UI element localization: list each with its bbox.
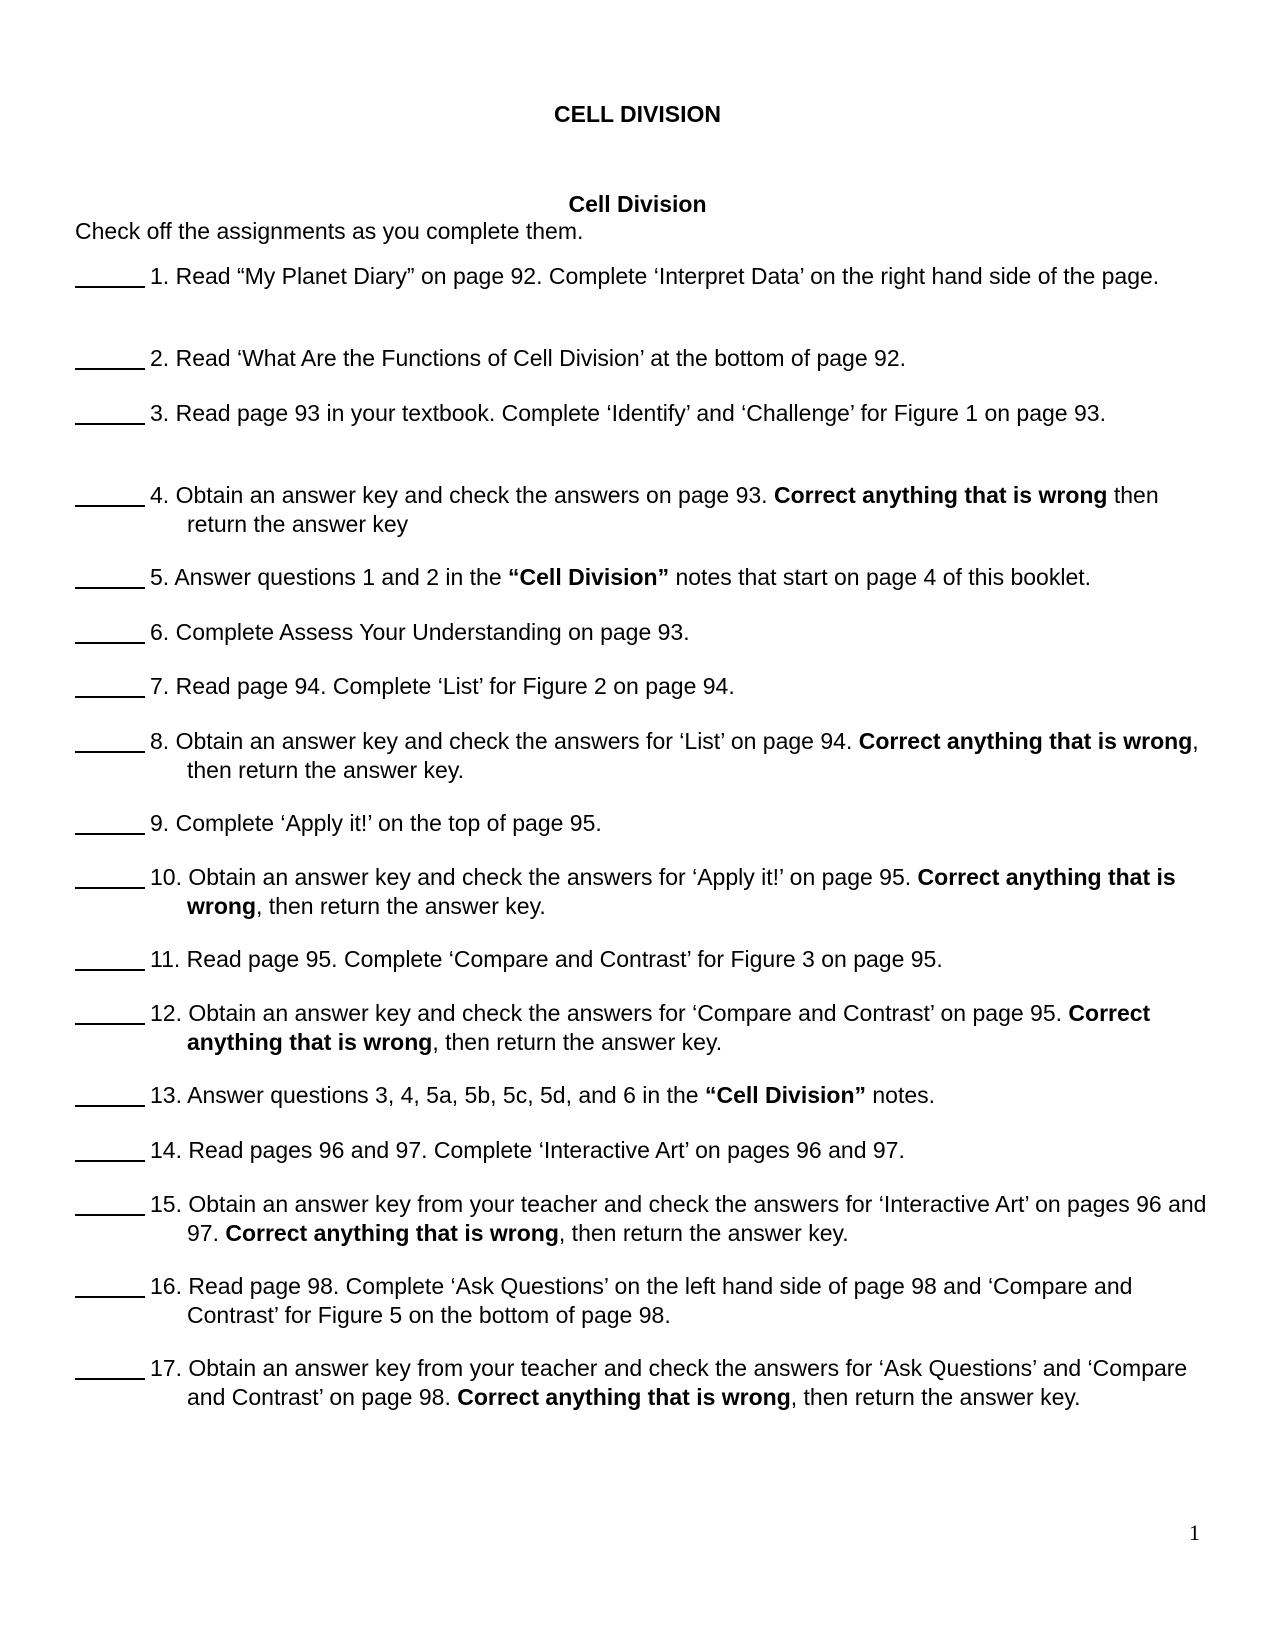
checklist-item bbox=[75, 727, 1210, 784]
checkoff-blank[interactable] bbox=[75, 807, 145, 835]
checklist-item-number: 10. bbox=[150, 864, 182, 890]
checkoff-blank[interactable] bbox=[75, 342, 145, 370]
checkoff-blank[interactable] bbox=[75, 561, 145, 589]
checklist-item-text bbox=[75, 999, 1210, 1056]
checkoff-blank[interactable] bbox=[75, 861, 145, 889]
checkoff-blank[interactable] bbox=[75, 1270, 145, 1298]
checkoff-blank[interactable] bbox=[75, 479, 145, 507]
body-text: notes. bbox=[866, 1082, 936, 1108]
checkoff-blank[interactable] bbox=[75, 1352, 145, 1380]
checklist-item bbox=[75, 1354, 1210, 1411]
page-number: 1 bbox=[1189, 1520, 1200, 1545]
body-text: Read page 93 in your textbook. Complete ‘Identify’ and ‘Challenge’ for Figure 1 on page 93. bbox=[175, 400, 1106, 426]
checkoff-blank[interactable] bbox=[75, 725, 145, 753]
checkoff-blank[interactable] bbox=[75, 260, 145, 288]
checklist-item-number: 1. bbox=[150, 263, 170, 289]
emphasis-text: Correct anything that is wrong bbox=[773, 482, 1108, 508]
checklist-item-number: 12. bbox=[150, 1000, 182, 1026]
checkoff-blank[interactable] bbox=[75, 670, 145, 698]
emphasis-text: Correct anything that is wrong bbox=[187, 1000, 1151, 1055]
checkoff-blank[interactable] bbox=[75, 1134, 145, 1162]
checkoff-blank[interactable] bbox=[75, 1188, 145, 1216]
checklist-item-number: 17. bbox=[150, 1355, 182, 1381]
checklist-item bbox=[75, 1081, 1210, 1110]
checklist-item bbox=[75, 1190, 1210, 1247]
checklist-item bbox=[75, 863, 1210, 920]
body-text: Obtain an answer key from your teacher and check the answers for ‘Ask Questions’ and ‘Compare and Contrast’ on page 98. bbox=[187, 1355, 1188, 1410]
checkoff-blank[interactable] bbox=[75, 943, 145, 971]
checkoff-blank[interactable] bbox=[75, 1079, 145, 1107]
checkoff-blank[interactable] bbox=[75, 397, 145, 425]
checklist-item-number: 15. bbox=[150, 1191, 182, 1217]
checklist-item-text bbox=[75, 863, 1210, 920]
checklist-item-text bbox=[75, 945, 1210, 974]
body-text: Read page 94. Complete ‘List’ for Figure 2 on page 94. bbox=[175, 673, 735, 699]
body-text: Read page 95. Complete ‘Compare and Contrast’ for Figure 3 on page 95. bbox=[186, 946, 943, 972]
checklist-item bbox=[75, 1136, 1210, 1165]
checklist-item-text bbox=[75, 481, 1210, 538]
page-title: CELL DIVISION bbox=[554, 101, 721, 127]
checklist-item bbox=[75, 945, 1210, 974]
emphasis-text: Correct anything that is wrong bbox=[187, 864, 1176, 919]
checklist-item bbox=[75, 563, 1210, 592]
checklist-item-number: 3. bbox=[150, 400, 170, 426]
checkoff-blank[interactable] bbox=[75, 997, 145, 1025]
checklist-item bbox=[75, 999, 1210, 1056]
body-text: Answer questions 3, 4, 5a, 5b, 5c, 5d, and 6 in the bbox=[187, 1082, 705, 1108]
checklist-item bbox=[75, 672, 1210, 701]
checklist-item bbox=[75, 481, 1210, 538]
checklist-item-number: 16. bbox=[150, 1273, 182, 1299]
body-text: Read pages 96 and 97. Complete ‘Interactive Art’ on pages 96 and 97. bbox=[188, 1137, 905, 1163]
checklist-item-text bbox=[75, 1354, 1210, 1411]
body-text: , then return the answer key. bbox=[558, 1219, 849, 1246]
checklist-item-text bbox=[75, 1190, 1210, 1247]
checklist-item-number: 4. bbox=[150, 482, 170, 508]
checklist-item-text bbox=[75, 399, 1210, 428]
body-text: , then return the answer key. bbox=[432, 1028, 723, 1055]
emphasis-text: Correct anything that is wrong bbox=[457, 1383, 791, 1410]
body-text: Read page 98. Complete ‘Ask Questions’ on the left hand side of page 98 and ‘Compare and Contrast’ for Figure 5 on the bottom of page 98. bbox=[187, 1273, 1133, 1328]
body-text: Obtain an answer key and check the answers for ‘List’ on page 94. bbox=[175, 728, 859, 754]
checklist-item-number: 5. bbox=[150, 564, 170, 590]
checklist-item bbox=[75, 399, 1210, 428]
checkoff-blank[interactable] bbox=[75, 616, 145, 644]
checklist-item-text bbox=[75, 672, 1210, 701]
body-text: Read “My Planet Diary” on page 92. Complete ‘Interpret Data’ on the right hand side of the page. bbox=[175, 263, 1160, 289]
body-text: Obtain an answer key and check the answers for ‘Compare and Contrast’ on page 95. bbox=[188, 1000, 1069, 1026]
body-text: Obtain an answer key and check the answers for ‘Apply it!’ on page 95. bbox=[188, 864, 918, 890]
body-text: Obtain an answer key from your teacher and check the answers for ‘Interactive Art’ on pages 96 and 97. bbox=[187, 1191, 1207, 1246]
checklist-item-text bbox=[75, 344, 1210, 373]
body-text: notes that start on page 4 of this booklet. bbox=[669, 564, 1092, 590]
checklist-item-number: 11. bbox=[150, 946, 181, 972]
checklist-item-text bbox=[75, 563, 1210, 592]
checklist-item bbox=[75, 618, 1210, 647]
checklist-item-number: 6. bbox=[150, 619, 170, 645]
emphasis-text: Correct anything that is wrong bbox=[858, 728, 1193, 754]
checklist-item-text bbox=[75, 1136, 1210, 1165]
body-text: Obtain an answer key and check the answers on page 93. bbox=[175, 482, 774, 508]
body-text: , then return the answer key. bbox=[790, 1383, 1081, 1410]
checklist-item-text bbox=[75, 1272, 1210, 1329]
checklist-item bbox=[75, 262, 1210, 291]
body-text: Complete Assess Your Understanding on page 93. bbox=[175, 619, 690, 645]
checklist-item-number: 13. bbox=[150, 1082, 182, 1108]
checklist-item-text bbox=[75, 727, 1210, 784]
body-text: , then return the answer key. bbox=[187, 728, 1199, 783]
checklist-item-number: 7. bbox=[150, 673, 170, 699]
checklist-item bbox=[75, 1272, 1210, 1329]
body-text: then return the answer key bbox=[187, 482, 1159, 537]
checklist-item-text bbox=[75, 262, 1210, 291]
instructions-text: Check off the assignments as you complete them. bbox=[75, 218, 584, 244]
checklist-item-number: 2. bbox=[150, 345, 170, 371]
checklist-item-number: 14. bbox=[150, 1137, 182, 1163]
checklist-item bbox=[75, 344, 1210, 373]
emphasis-text: Correct anything that is wrong bbox=[225, 1219, 559, 1246]
body-text: Complete ‘Apply it!’ on the top of page 95. bbox=[175, 810, 602, 836]
section-subtitle: Cell Division bbox=[568, 191, 707, 217]
checklist-item-text bbox=[75, 618, 1210, 647]
checklist-item-number: 9. bbox=[150, 810, 170, 836]
checklist-item-text bbox=[75, 1081, 1210, 1110]
emphasis-text: “Cell Division” bbox=[704, 1082, 866, 1108]
body-text: Read ‘What Are the Functions of Cell Division’ at the bottom of page 92. bbox=[175, 345, 907, 371]
checklist-item bbox=[75, 809, 1210, 838]
checklist-item-number: 8. bbox=[150, 728, 170, 754]
emphasis-text: “Cell Division” bbox=[508, 564, 670, 590]
body-text: Answer questions 1 and 2 in the bbox=[174, 564, 509, 590]
checklist-item-text bbox=[75, 809, 1210, 838]
body-text: , then return the answer key. bbox=[256, 892, 546, 919]
